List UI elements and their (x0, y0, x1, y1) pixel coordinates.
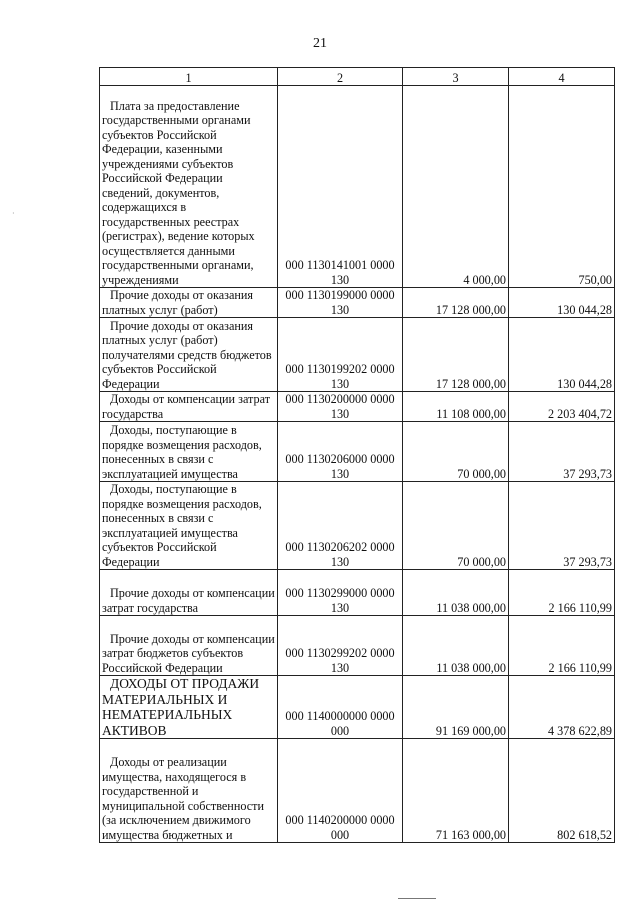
plan-amount: 11 108 000,00 (403, 392, 509, 422)
table-row (100, 739, 615, 843)
budget-code: 000 1130206000 0000 130 (278, 422, 403, 482)
table-row (100, 482, 615, 570)
table-row (100, 616, 615, 676)
row-name-text: Прочие доходы от компенсации затрат государства (102, 586, 275, 615)
plan-amount: 4 000,00 (403, 86, 509, 288)
budget-code: 000 1140200000 0000 000 (278, 739, 403, 843)
table-row (100, 422, 615, 482)
plan-amount: 91 169 000,00 (403, 676, 509, 739)
budget-code: 000 1130299202 0000 130 (278, 616, 403, 676)
plan-amount: 71 163 000,00 (403, 739, 509, 843)
budget-code: 000 1130199202 0000 130 (278, 318, 403, 392)
row-name (100, 288, 278, 318)
row-name (100, 676, 278, 739)
page-number: 21 (313, 36, 327, 51)
row-name-text: Плата за предоставление государственными органами субъектов Российской Федерации, казенными учреждениями субъектов Российской Федерации сведений, документов, содержащихся в государственных реестрах (регистрах), ведение которых осуществляется данными государственными органами, учреждениями (102, 98, 255, 287)
budget-code: 000 1140000000 0000 000 (278, 676, 403, 739)
table-header-row (100, 68, 615, 86)
fact-amount: 130 044,28 (509, 318, 615, 392)
scan-line (398, 898, 436, 899)
budget-code: 000 1130199000 0000 130 (278, 288, 403, 318)
row-name (100, 570, 278, 616)
row-name (100, 318, 278, 392)
row-name-text: Доходы, поступающие в порядке возмещения расходов, понесенных в связи с эксплуатацией имущества (102, 423, 262, 481)
fact-amount: 4 378 622,89 (509, 676, 615, 739)
budget-code: 000 1130200000 0000 130 (278, 392, 403, 422)
table-row (100, 318, 615, 392)
scan-mark: · (12, 209, 15, 218)
fact-amount: 2 166 110,99 (509, 570, 615, 616)
table-row (100, 392, 615, 422)
row-name (100, 739, 278, 843)
row-name (100, 482, 278, 570)
fact-amount: 2 203 404,72 (509, 392, 615, 422)
row-name-text: ДОХОДЫ ОТ ПРОДАЖИ МАТЕРИАЛЬНЫХ И НЕМАТЕРИАЛЬНЫХ АКТИВОВ (102, 676, 260, 738)
budget-code: 000 1130206202 0000 130 (278, 482, 403, 570)
plan-amount: 70 000,00 (403, 482, 509, 570)
revenue-table (99, 67, 615, 843)
fact-amount: 130 044,28 (509, 288, 615, 318)
fact-amount: 37 293,73 (509, 422, 615, 482)
budget-code: 000 1130299000 0000 130 (278, 570, 403, 616)
plan-amount: 17 128 000,00 (403, 318, 509, 392)
row-name (100, 392, 278, 422)
table-row (100, 570, 615, 616)
row-name-text: Доходы от реализации имущества, находящегося в государственной и муниципальной собственности (за исключением движимого имущества бюджетных и (102, 755, 264, 842)
row-name-text: Прочие доходы от оказания платных услуг (работ) (102, 288, 253, 317)
plan-amount: 11 038 000,00 (403, 616, 509, 676)
fact-amount: 750,00 (509, 86, 615, 288)
budget-code: 000 1130141001 0000 130 (278, 86, 403, 288)
row-name (100, 616, 278, 676)
column-header: 4 (509, 68, 615, 86)
column-header: 3 (403, 68, 509, 86)
plan-amount: 70 000,00 (403, 422, 509, 482)
column-header: 1 (100, 68, 278, 86)
row-name (100, 422, 278, 482)
table-row (100, 676, 615, 739)
row-name-text: Прочие доходы от компенсации затрат бюджетов субъектов Российской Федерации (102, 631, 275, 675)
row-name (100, 86, 278, 288)
fact-amount: 802 618,52 (509, 739, 615, 843)
table-row (100, 86, 615, 288)
fact-amount: 37 293,73 (509, 482, 615, 570)
plan-amount: 17 128 000,00 (403, 288, 509, 318)
row-name-text: Прочие доходы от оказания платных услуг (работ) получателями средств бюджетов субъектов Российской Федерации (102, 318, 272, 391)
row-name-text: Доходы, поступающие в порядке возмещения расходов, понесенных в связи с эксплуатацией имущества субъектов Российской Федерации (102, 482, 262, 569)
plan-amount: 11 038 000,00 (403, 570, 509, 616)
column-header: 2 (278, 68, 403, 86)
fact-amount: 2 166 110,99 (509, 616, 615, 676)
row-name-text: Доходы от компенсации затрат государства (102, 392, 271, 421)
table-row (100, 288, 615, 318)
